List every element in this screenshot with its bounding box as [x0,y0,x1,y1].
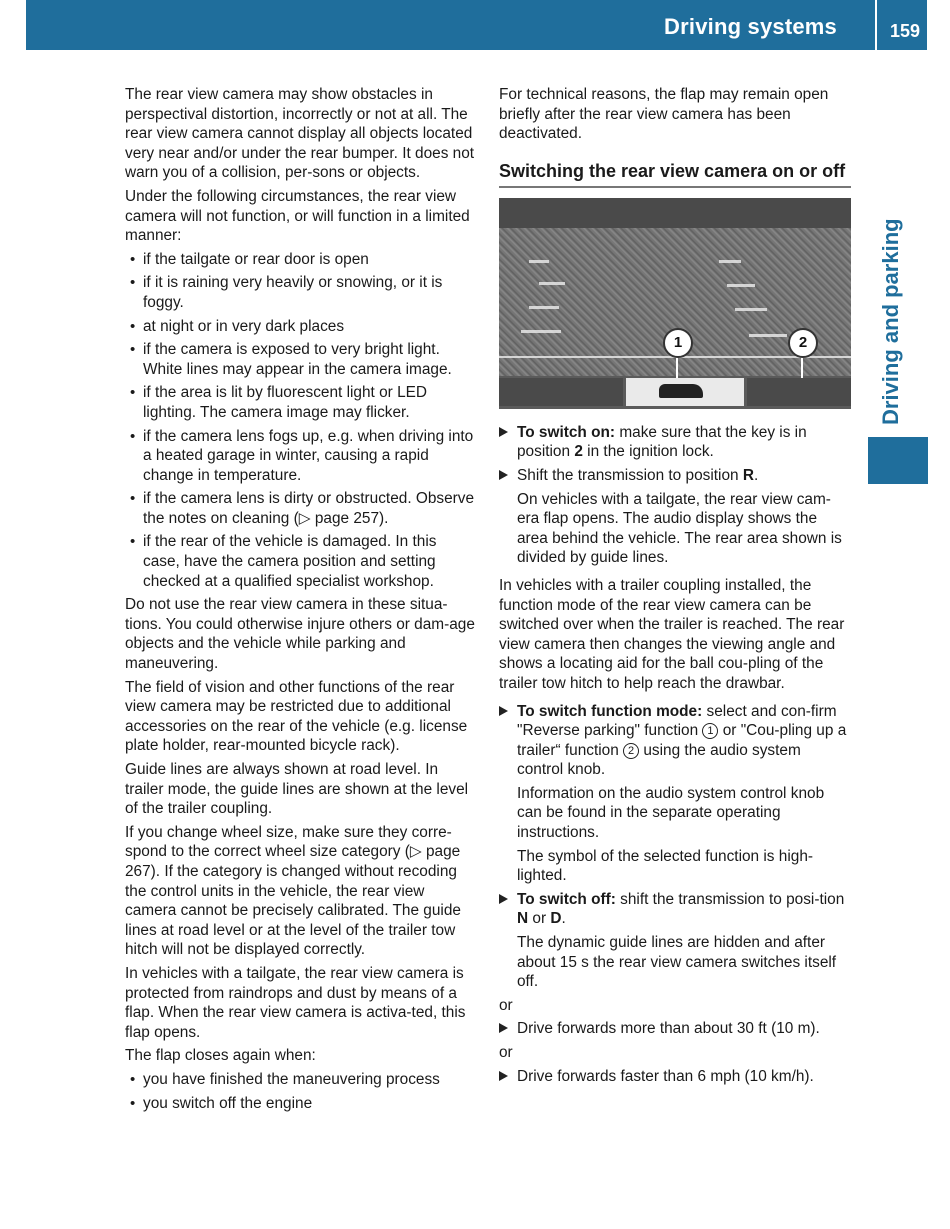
guide-line [749,334,787,337]
page-header [26,0,927,50]
car-icon [659,384,703,398]
arrow-icon [499,1023,508,1033]
paragraph: In vehicles with a tailgate, the rear view camera is protected from raindrops and dust by means of a flap. When the rear view camera is activa-ted, this flap opens. [125,964,466,1041]
bullet-icon: • [130,490,136,508]
paragraph: If you change wheel size, make sure they corre-spond to the correct wheel size category (▷ page 267). If the category is changed without recoding the control units in the vehicle, the rear view camera cannot be precisely calibrated. The guide lines at road level or at the level of the trailer tow hitch will not be displayed correctly. [125,823,461,959]
step-note: Information on the audio system control knob can be found in the separate operating instructions. [517,784,825,842]
or-text: or [499,1044,513,1061]
paragraph: The field of vision and other functions of the rear view camera may be restricted due to additional accessories on the rear of the vehicle (e.g. license plate holder, rear-mounted bicycle rack). [125,678,468,755]
list-item: • you switch off the engine [130,1094,313,1112]
section-title: Driving systems [664,14,837,39]
guide-line [529,306,559,309]
header-divider [875,0,877,50]
arrow-icon [499,470,508,480]
list-item: • if the camera is exposed to very bright light. White lines may appear in the camera image. [130,341,452,378]
list-item: • if the tailgate or rear door is open [130,250,369,268]
arrow-icon [499,427,508,437]
step-note: The symbol of the selected function is high-lighted. [517,847,813,885]
step-note: The dynamic guide lines are hidden and after about 15 s the rear view camera switches itself off. [517,934,837,991]
section-heading: Switching the rear view camera on or off [499,160,851,188]
instruction-step: Shift the transmission to position R. [499,466,851,486]
bullet-icon: • [130,274,136,292]
chapter-side-label: Driving and parking [878,218,903,425]
circled-number-1: 1 [702,723,718,739]
paragraph: Under the following circumstances, the rear view camera will not function, or will function in a limited manner: [125,187,470,245]
circled-number-2: 2 [623,743,639,759]
marker-2: 2 [788,328,818,358]
list-item: • if the camera lens fogs up, e.g. when driving into a heated garage in winter, causing a rapid change in temperature. [130,427,474,484]
instruction-step: To switch function mode: select and con-firm "Reverse parking" function 1 or "Cou-pling up a trailer“ function 2 using the audio system control knob. [499,702,851,780]
left-column [125,85,477,1117]
rear-camera-image [499,198,851,409]
list-item: • if the area is lit by fluorescent light or LED lighting. The camera image may flicker. [130,384,428,421]
arrow-icon [499,894,508,904]
instruction-step: Drive forwards faster than 6 mph (10 km/h). [499,1067,851,1087]
guide-line [719,260,741,263]
list-item: • if the camera lens is dirty or obstructed. Observe the notes on cleaning (▷ page 257). [130,490,475,527]
bullet-icon: • [130,341,136,359]
bullet-icon: • [130,533,136,551]
bullet-icon: • [130,427,136,445]
chapter-tab [868,437,928,484]
camera-background [499,198,851,228]
instruction-step: Drive forwards more than about 30 ft (10 m). [499,1019,851,1039]
step-note: On vehicles with a tailgate, the rear view cam-era flap opens. The audio display shows the area behind the vehicle. The rear area shown is divided by guide lines. [517,490,842,567]
marker-line [676,356,678,378]
guide-line [521,330,561,333]
page-number: 159 [890,21,921,41]
trailer-coupling-option[interactable] [747,378,851,406]
guide-line [539,282,565,285]
paragraph: The flap closes again when: [125,1047,316,1065]
bullet-icon: • [130,1094,136,1112]
guide-line [735,308,767,311]
marker-line [801,356,803,378]
instruction-step: To switch off: shift the transmission to posi-tion N or D. [499,890,851,929]
instruction-step: To switch on: make sure that the key is in position 2 in the ignition lock. [499,423,851,462]
list-item: • at night or in very dark places [130,317,345,335]
paragraph: Guide lines are always shown at road level. In trailer mode, the guide lines are shown at the level of the trailer coupling. [125,761,469,818]
bullet-icon: • [130,384,136,402]
bullet-icon: • [130,1070,136,1088]
list-item: • if it is raining very heavily or snowing, or it is foggy. [130,274,443,311]
paragraph: The rear view camera may show obstacles in perspectival distortion, incorrectly or not at all. The rear view camera cannot display all objects located very near and/or under the rear bumper. It does not warn you of a collision, per-sons or objects. [125,86,475,182]
paragraph: In vehicles with a trailer coupling installed, the function mode of the rear view camera can be switched over when the trailer is reached. The rear view camera then changes the viewing angle and shows a locating aid for the ball cou-pling of the trailer tow hitch to help reach the drawbar. [499,576,845,692]
camera-back-option[interactable] [499,378,623,406]
list-item: • if the rear of the vehicle is damaged. In this case, have the camera position and setting checked at a qualified specialist workshop. [130,533,437,590]
guide-line [529,260,549,263]
right-column [499,85,851,1090]
arrow-icon [499,706,508,716]
bullet-icon: • [130,250,136,268]
marker-1: 1 [663,328,693,358]
paragraph: For technical reasons, the flap may remain open briefly after the rear view camera has been deactivated. [499,86,829,143]
paragraph: Do not use the rear view camera in these situa-tions. You could otherwise injure others or dam-age objects and the vehicle while parking and maneuvering. [125,596,475,673]
or-text: or [499,996,513,1014]
guide-line [727,284,755,287]
list-item: • you have finished the maneuvering process [130,1070,440,1088]
arrow-icon [499,1071,508,1081]
bullet-icon: • [130,317,136,335]
